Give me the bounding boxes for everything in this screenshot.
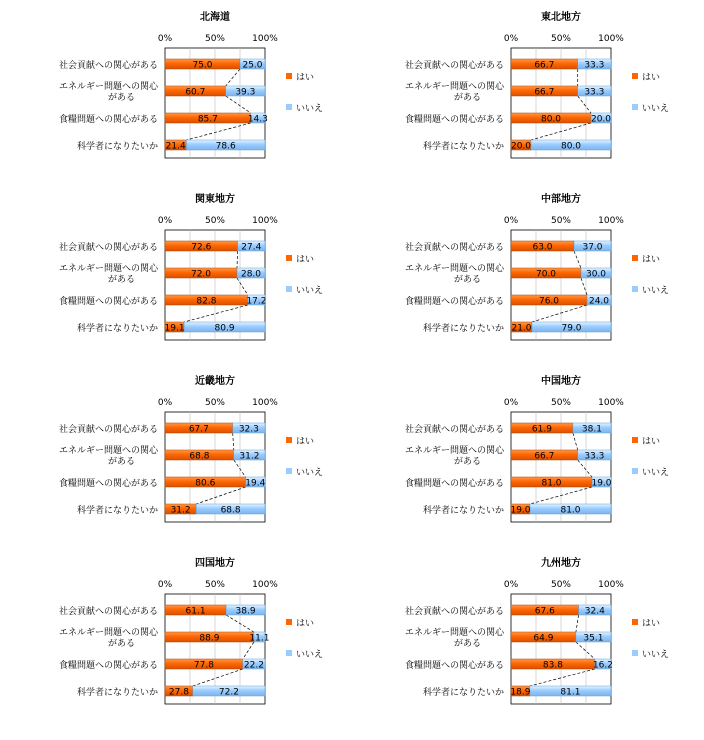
legend-swatch-no: [632, 104, 638, 110]
category-label: 科学者になりたいか: [422, 324, 504, 334]
data-label-yes: 68.8: [189, 451, 210, 462]
data-label-yes: 21.0: [511, 323, 532, 334]
axis-tick-label: 100%: [252, 34, 278, 44]
data-label-no: 68.8: [220, 505, 241, 516]
category-label-line: エネルギー問題への関心: [404, 628, 504, 638]
data-label-no: 32.3: [238, 424, 259, 435]
category-label: 科学者になりたいか: [422, 142, 504, 152]
data-label-no: 20.0: [590, 114, 612, 125]
chart-panel: [59, 556, 323, 704]
category-label: [405, 626, 505, 649]
data-label-yes: 61.9: [531, 424, 552, 435]
axis-tick-label: 100%: [598, 34, 624, 44]
chart-title: 九州地方: [541, 558, 581, 569]
category-label: 食糧問題への関心がある: [58, 661, 158, 671]
category-label: 社会貢献への関心がある: [58, 243, 158, 253]
category-label: 社会貢献への関心がある: [58, 425, 158, 435]
chart-title: 中部地方: [541, 194, 581, 205]
data-label-yes: 67.7: [188, 424, 209, 435]
category-label: 科学者になりたいか: [422, 688, 504, 698]
legend-label-yes: はい: [296, 619, 315, 629]
data-label-no: 24.0: [588, 296, 610, 307]
legend-label-yes: はい: [642, 255, 661, 265]
category-label-line: エネルギー問題への関心: [58, 82, 158, 92]
category-label: 社会貢献への関心がある: [58, 61, 158, 71]
axis-tick-label: 0%: [157, 398, 173, 408]
category-label-line: エネルギー問題への関心: [404, 264, 504, 274]
data-label-no: 19.0: [591, 478, 612, 489]
chart-panel: [405, 192, 669, 340]
category-label: [59, 626, 159, 649]
data-label-yes: 70.0: [535, 269, 557, 280]
data-label-no: 33.3: [584, 87, 605, 98]
category-label: 科学者になりたいか: [76, 506, 158, 516]
category-label: 社会貢献への関心がある: [404, 425, 504, 435]
axis-tick-label: 0%: [503, 398, 519, 408]
axis-tick-label: 0%: [157, 580, 173, 590]
data-label-no: 79.0: [561, 323, 582, 334]
data-label-yes: 76.0: [538, 296, 560, 307]
data-label-yes: 77.8: [193, 660, 214, 671]
category-label: [405, 262, 505, 285]
category-label: [59, 444, 159, 467]
data-label-yes: 64.9: [533, 633, 554, 644]
legend-label-no: いいえ: [642, 650, 670, 660]
axis-tick-label: 100%: [598, 580, 624, 590]
data-label-yes: 75.0: [192, 60, 213, 71]
axis-tick-label: 0%: [503, 34, 519, 44]
legend-label-yes: はい: [296, 73, 315, 83]
category-label-line: エネルギー問題への関心: [58, 446, 158, 456]
legend-label-yes: はい: [642, 437, 661, 447]
category-label-line: がある: [107, 457, 135, 467]
legend-label-no: いいえ: [642, 468, 670, 478]
data-label-no: 39.3: [235, 87, 256, 98]
data-label-no: 35.1: [583, 633, 604, 644]
data-label-yes: 82.8: [196, 296, 217, 307]
axis-tick-label: 50%: [204, 34, 226, 44]
category-label-line: がある: [453, 275, 481, 285]
category-label-line: エネルギー問題への関心: [404, 446, 504, 456]
category-label: 科学者になりたいか: [76, 142, 158, 152]
data-label-yes: 18.9: [510, 687, 531, 698]
data-label-no: 25.0: [242, 60, 263, 71]
legend-label-yes: はい: [642, 73, 661, 83]
category-label-line: がある: [107, 275, 135, 285]
data-label-no: 32.4: [584, 606, 605, 617]
category-label: 科学者になりたいか: [76, 324, 158, 334]
data-label-yes: 80.0: [540, 114, 562, 125]
chart-panel: [59, 192, 323, 340]
chart-title: 関東地方: [195, 194, 235, 205]
legend-label-no: いいえ: [296, 650, 324, 660]
data-label-no: 11.1: [249, 633, 270, 644]
legend-swatch-yes: [632, 437, 638, 443]
data-label-yes: 21.4: [165, 141, 186, 152]
data-label-no: 19.4: [245, 478, 266, 489]
category-label: [59, 80, 159, 103]
legend-swatch-no: [286, 468, 292, 474]
data-label-yes: 67.6: [534, 606, 555, 617]
legend-label-no: いいえ: [642, 286, 670, 296]
category-label-line: がある: [453, 457, 481, 467]
category-label-line: がある: [107, 639, 135, 649]
chart-panel: [59, 10, 323, 158]
axis-tick-label: 50%: [204, 216, 226, 226]
category-label: 科学者になりたいか: [422, 506, 504, 516]
data-label-no: 17.2: [246, 296, 267, 307]
legend-swatch-yes: [286, 437, 292, 443]
data-label-yes: 66.7: [534, 451, 555, 462]
data-label-yes: 31.2: [170, 505, 191, 516]
legend-label-yes: はい: [642, 619, 661, 629]
data-label-no: 16.2: [592, 660, 613, 671]
data-label-yes: 81.0: [541, 478, 562, 489]
legend-swatch-no: [286, 104, 292, 110]
legend-swatch-yes: [286, 619, 292, 625]
data-label-yes: 88.9: [199, 633, 220, 644]
legend-label-no: いいえ: [296, 468, 324, 478]
category-label-line: エネルギー問題への関心: [58, 628, 158, 638]
data-label-no: 31.2: [239, 451, 260, 462]
axis-tick-label: 50%: [550, 34, 572, 44]
category-label: 食糧問題への関心がある: [404, 661, 504, 671]
axis-tick-label: 50%: [204, 398, 226, 408]
category-label: [59, 262, 159, 285]
data-label-yes: 61.1: [185, 606, 206, 617]
legend-label-no: いいえ: [296, 104, 324, 114]
data-label-yes: 85.7: [197, 114, 218, 125]
axis-tick-label: 50%: [204, 580, 226, 590]
legend-swatch-yes: [632, 73, 638, 79]
chart-title: 東北地方: [541, 12, 581, 23]
data-label-no: 78.6: [215, 141, 236, 152]
category-label: 食糧問題への関心がある: [58, 479, 158, 489]
axis-tick-label: 100%: [598, 216, 624, 226]
legend-swatch-yes: [632, 619, 638, 625]
axis-tick-label: 0%: [503, 580, 519, 590]
category-label: 食糧問題への関心がある: [58, 297, 158, 307]
axis-tick-label: 50%: [550, 580, 572, 590]
data-label-yes: 66.7: [534, 60, 555, 71]
chart-panel: [405, 10, 669, 158]
data-label-no: 33.3: [584, 60, 605, 71]
chart-title: 中国地方: [541, 376, 581, 387]
data-label-no: 80.0: [560, 141, 582, 152]
data-label-no: 14.3: [247, 114, 268, 125]
category-label: 社会貢献への関心がある: [58, 607, 158, 617]
data-label-yes: 72.6: [191, 242, 212, 253]
chart-title: 近畿地方: [195, 376, 235, 387]
legend-swatch-no: [632, 650, 638, 656]
axis-tick-label: 100%: [252, 398, 278, 408]
axis-tick-label: 0%: [157, 34, 173, 44]
data-label-no: 81.0: [560, 505, 581, 516]
chart-title: 北海道: [200, 12, 230, 23]
axis-tick-label: 100%: [252, 580, 278, 590]
category-label: 社会貢献への関心がある: [404, 243, 504, 253]
data-label-yes: 72.0: [190, 269, 212, 280]
chart-panel: [59, 374, 323, 522]
data-label-no: 30.0: [585, 269, 607, 280]
data-label-no: 28.0: [240, 269, 262, 280]
data-label-yes: 19.0: [510, 505, 531, 516]
legend-swatch-no: [632, 286, 638, 292]
data-label-yes: 83.8: [542, 660, 563, 671]
axis-tick-label: 0%: [503, 216, 519, 226]
legend-label-yes: はい: [296, 437, 315, 447]
data-label-yes: 19.1: [164, 323, 185, 334]
data-label-no: 37.0: [582, 242, 603, 253]
data-label-yes: 27.8: [168, 687, 189, 698]
legend-label-no: いいえ: [642, 104, 670, 114]
legend-swatch-yes: [632, 255, 638, 261]
category-label: [405, 444, 505, 467]
legend-label-yes: はい: [296, 255, 315, 265]
data-label-no: 72.2: [218, 687, 239, 698]
category-label: 社会貢献への関心がある: [404, 61, 504, 71]
data-label-yes: 80.6: [195, 478, 216, 489]
data-label-no: 81.1: [560, 687, 581, 698]
data-label-no: 33.3: [584, 451, 605, 462]
axis-tick-label: 100%: [598, 398, 624, 408]
data-label-no: 38.1: [581, 424, 602, 435]
data-label-yes: 66.7: [534, 87, 555, 98]
legend-swatch-yes: [286, 73, 292, 79]
legend-swatch-yes: [286, 255, 292, 261]
data-label-no: 38.9: [235, 606, 256, 617]
data-label-yes: 20.0: [510, 141, 532, 152]
legend-swatch-no: [286, 286, 292, 292]
chart-title: 四国地方: [195, 558, 235, 569]
data-label-no: 80.9: [214, 323, 235, 334]
category-label-line: エネルギー問題への関心: [404, 82, 504, 92]
category-label: 科学者になりたいか: [76, 688, 158, 698]
category-label-line: がある: [453, 93, 481, 103]
category-label: 食糧問題への関心がある: [404, 115, 504, 125]
category-label: 社会貢献への関心がある: [404, 607, 504, 617]
axis-tick-label: 0%: [157, 216, 173, 226]
data-label-yes: 63.0: [532, 242, 553, 253]
axis-tick-label: 50%: [550, 216, 572, 226]
legend-label-no: いいえ: [296, 286, 324, 296]
category-label-line: がある: [453, 639, 481, 649]
chart-panel: [405, 556, 669, 704]
data-label-yes: 60.7: [185, 87, 206, 98]
data-label-no: 27.4: [241, 242, 262, 253]
legend-swatch-no: [286, 650, 292, 656]
category-label-line: エネルギー問題への関心: [58, 264, 158, 274]
legend-swatch-no: [632, 468, 638, 474]
category-label: 食糧問題への関心がある: [58, 115, 158, 125]
data-label-no: 22.2: [243, 660, 264, 671]
axis-tick-label: 50%: [550, 398, 572, 408]
category-label: [405, 80, 505, 103]
axis-tick-label: 100%: [252, 216, 278, 226]
category-label: 食糧問題への関心がある: [404, 297, 504, 307]
category-label: 食糧問題への関心がある: [404, 479, 504, 489]
chart-panel: [405, 374, 669, 522]
category-label-line: がある: [107, 93, 135, 103]
